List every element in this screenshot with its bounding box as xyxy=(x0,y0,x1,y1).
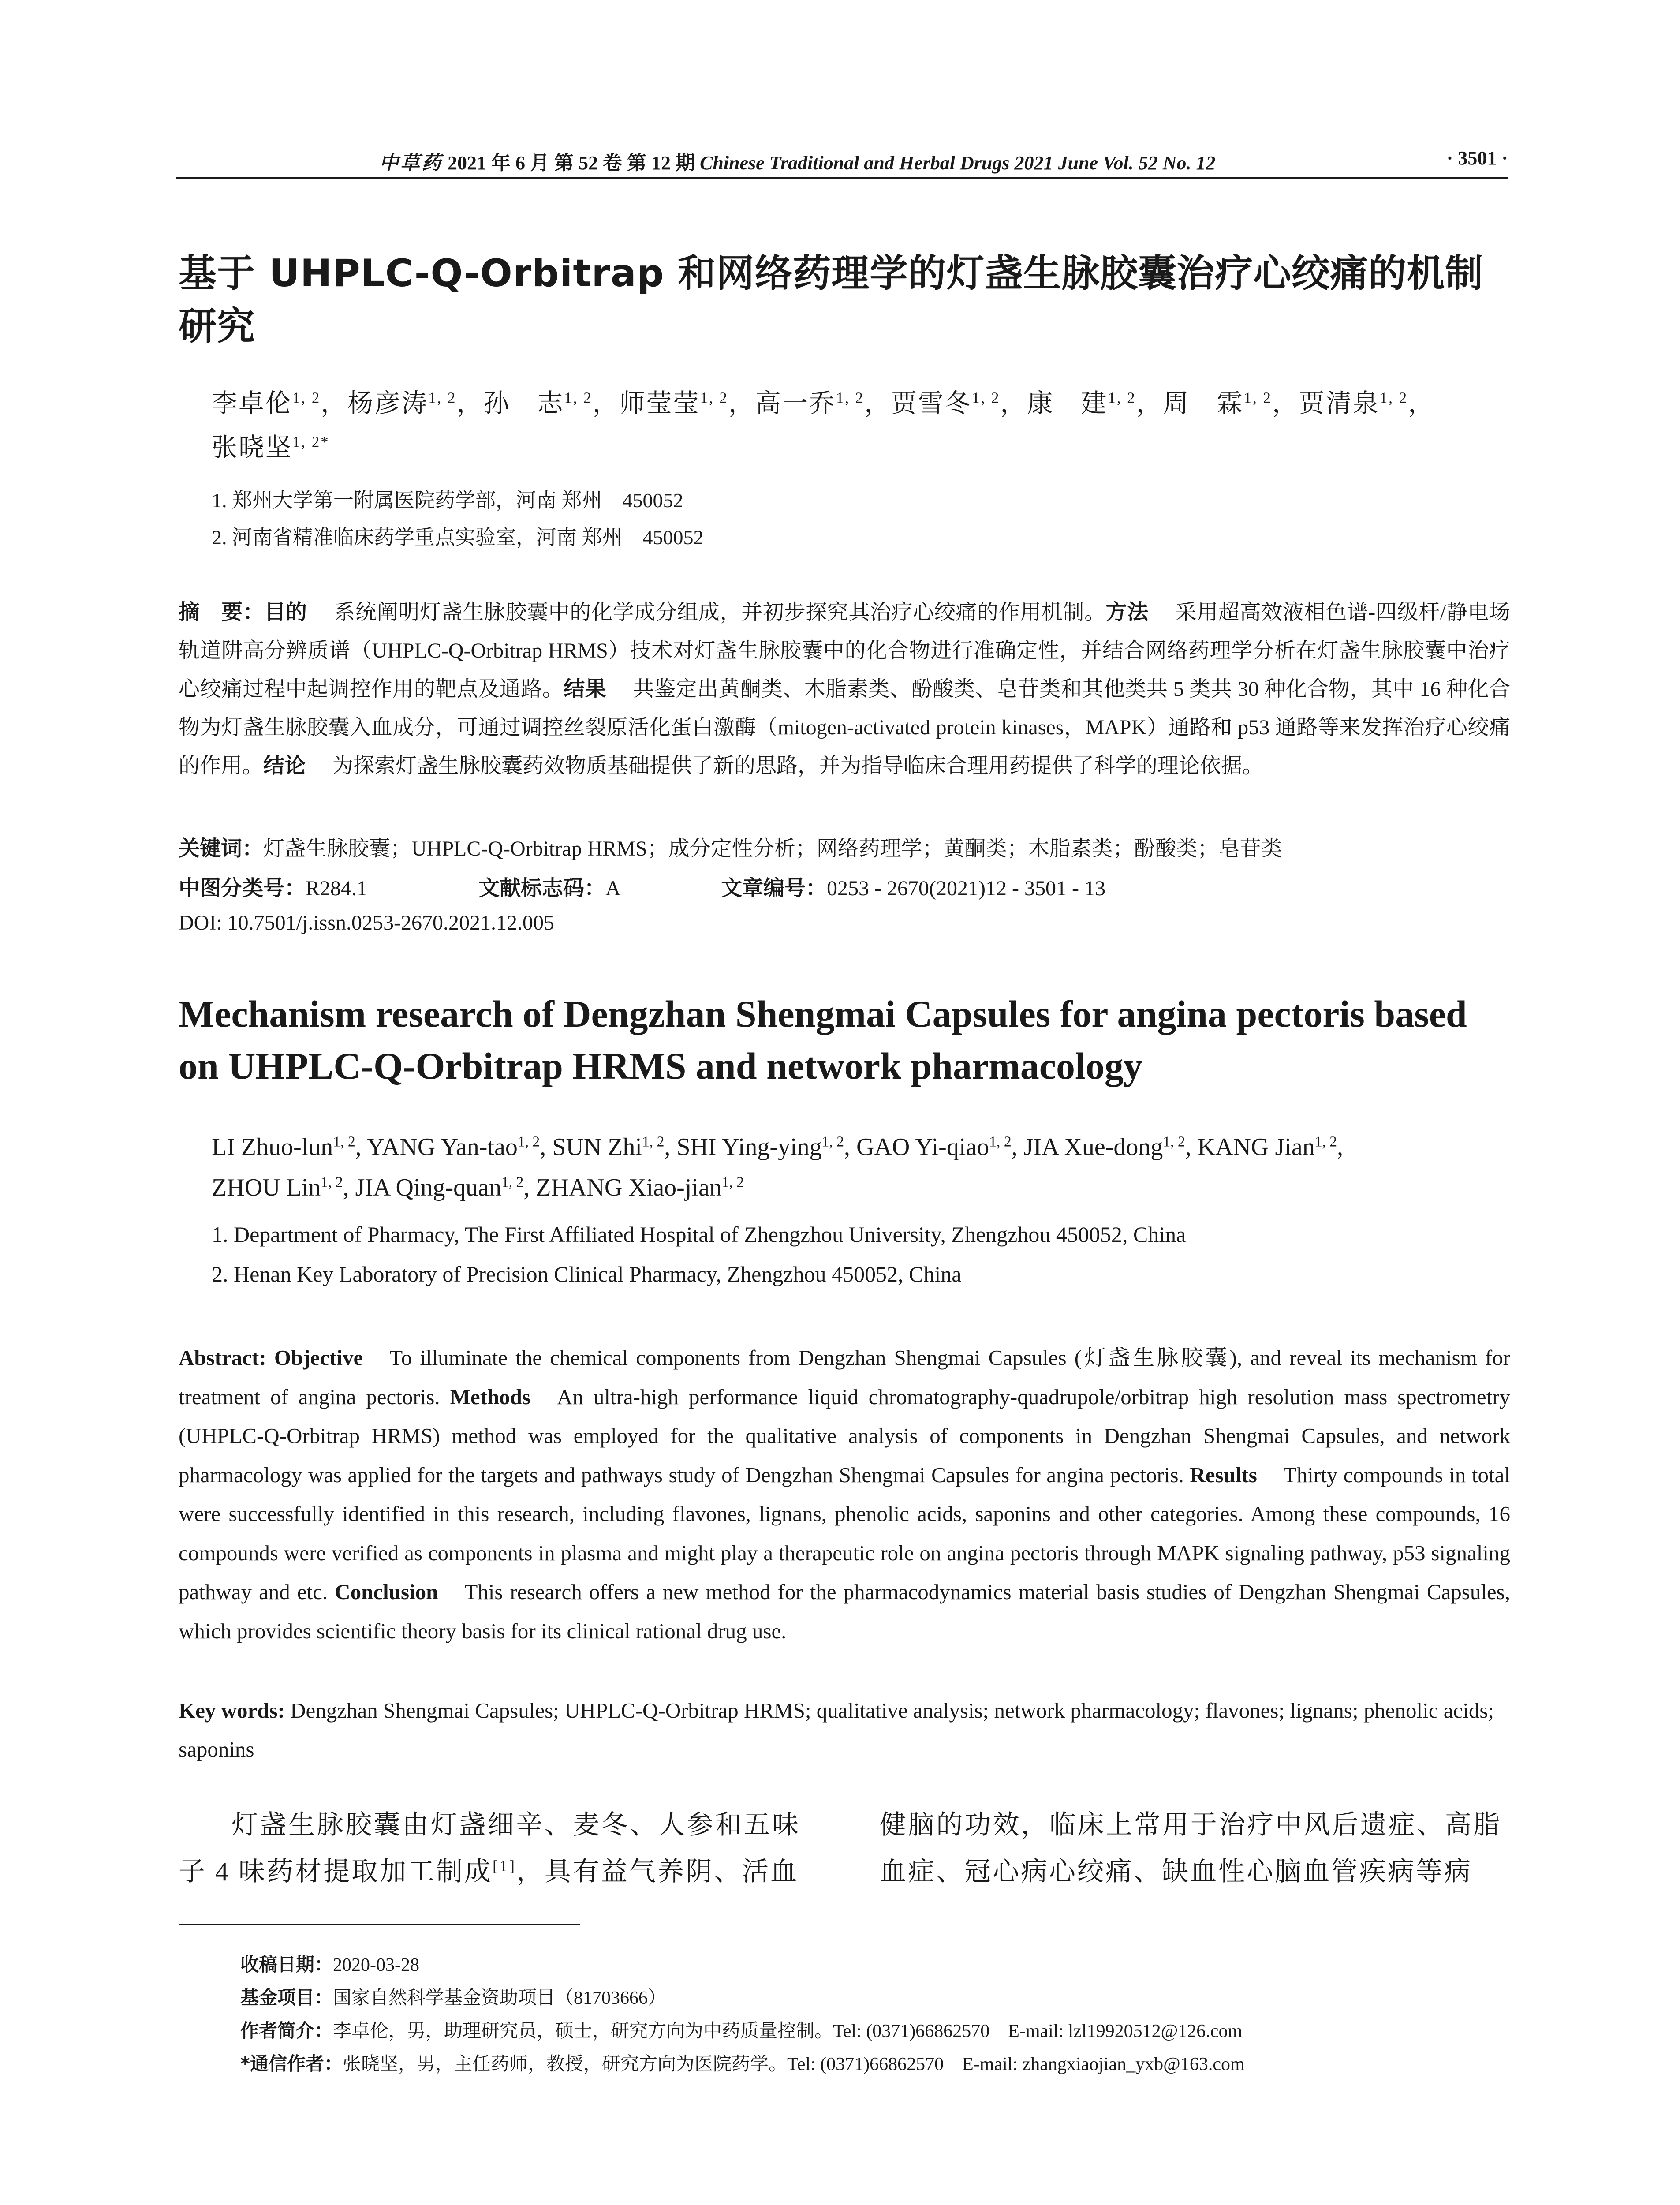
abstract-en-label: Abstract: xyxy=(179,1345,266,1370)
document-code: 文献标志码：A xyxy=(478,876,621,901)
citation-ref[interactable]: [1] xyxy=(493,1857,516,1875)
results-cn-label: 结果 xyxy=(564,676,607,701)
author-cn: 师莹莹$^{1, 2}$， xyxy=(619,389,755,418)
keywords-cn xyxy=(179,831,1510,862)
methods-cn-text: 采用超高效液相色谱-四级杆/静电场轨道阱高分辨质谱（UHPLC-Q-Orbitrap HRMS）技术对灯盏生脉胶囊中的化合物进行准确定性，并结合网络药理学分析在灯盏生脉胶囊中治疗心绞痛过程中起调控作用的靶点及通路。 xyxy=(179,601,1510,701)
author-cn: 孙 志$^{1, 2}$， xyxy=(483,389,620,418)
footnotes xyxy=(240,1948,1497,2081)
body-column-right xyxy=(880,1801,1501,1895)
article-number: 文章编号：0253 - 2670(2021)12 - 3501 - 13 xyxy=(721,876,1105,901)
body-text: 健脑的功效，临床上常用于治疗中风后遗症、高脂血症、冠心病心绞痛、缺血性心脑血管疾病等病 xyxy=(880,1810,1501,1886)
objective-en-label: Objective xyxy=(274,1345,363,1370)
author-en: JIA Qing-quan$^{1, 2}$, xyxy=(355,1174,536,1201)
objective-cn-text: 系统阐明灯盏生脉胶囊中的化学成分组成，并初步探究其治疗心绞痛的作用机制。 xyxy=(333,601,1106,624)
keywords-cn-label: 关键词： xyxy=(179,836,264,861)
author-en: JIA Xue-dong$^{1, 2}$, xyxy=(1023,1133,1198,1161)
header-rule xyxy=(176,177,1508,179)
title-en: Mechanism research of Dengzhan Shengmai Capsules for angina pectoris based on UHPLC-Q-Orbitrap HRMS and network pharmacology xyxy=(179,993,1467,1087)
affiliation-cn-1: 1. 郑州大学第一附属医院药学部，河南 郑州 450052 xyxy=(212,489,683,512)
keywords-en-label: Key words: xyxy=(179,1698,285,1723)
author-en: ZHOU Lin$^{1, 2}$, xyxy=(212,1174,355,1201)
authors-cn xyxy=(212,381,1517,470)
author-en: SHI Ying-ying$^{1, 2}$, xyxy=(676,1133,857,1161)
author-cn: 贾雪冬$^{1, 2}$， xyxy=(891,389,1027,418)
author-en: SUN Zhi$^{1, 2}$, xyxy=(552,1133,677,1161)
author-en: ZHANG Xiao-jian$^{1, 2}$ xyxy=(536,1174,744,1201)
page-number: · 3501 · xyxy=(1446,147,1508,169)
running-header xyxy=(176,143,1508,179)
methods-en-label: Methods xyxy=(450,1384,530,1409)
author-en: GAO Yi-qiao$^{1, 2}$, xyxy=(856,1133,1024,1161)
conclusion-en-label: Conclusion xyxy=(335,1580,438,1604)
author-cn: 康 建$^{1, 2}$， xyxy=(1027,389,1163,418)
conclusion-en-text: This research offers a new method for the pharmacodynamics material basis studies of Dengzhan Shengmai Capsules, which provides scientific theory basis for its clinical rational drug use. xyxy=(179,1580,1511,1643)
keywords-en xyxy=(179,1691,1510,1769)
conclusion-cn-text: 为探索灯盏生脉胶囊药效物质基础提供了新的思路，并为指导临床合理用药提供了科学的理论依据。 xyxy=(332,754,1264,777)
author-cn: 高一乔$^{1, 2}$， xyxy=(755,389,892,418)
methods-cn-label: 方法 xyxy=(1105,600,1149,624)
author-en: LI Zhuo-lun$^{1, 2}$, xyxy=(212,1133,367,1161)
objective-cn-label: 目的 xyxy=(264,600,307,624)
abstract-en xyxy=(179,1338,1510,1651)
title-cn: 基于 UHPLC-Q-Orbitrap 和网络药理学的灯盏生脉胶囊治疗心绞痛的机制研究 xyxy=(179,251,1484,348)
conclusion-cn-label: 结论 xyxy=(263,753,306,778)
footnote-funding: 基金项目：国家自然科学基金资助项目（81703666） xyxy=(240,1987,667,2008)
abstract-cn xyxy=(179,593,1510,785)
objective-en-text: To illuminate the chemical components from Dengzhan Shengmai Capsules (灯盏生脉胶囊), and reveal its mechanism for treatment of angina pectoris. xyxy=(179,1345,1511,1409)
author-cn: 张晓坚$^{1, 2*}$ xyxy=(212,433,330,462)
clc-number: 中图分类号：R284.1 xyxy=(179,876,368,901)
footnote-author-bio: 作者简介：李卓伦，男，助理研究员，硕士，研究方向为中药质量控制。Tel: (0371)66862570 E-mail: lzl19920512@126.com xyxy=(240,2020,1243,2041)
abstract-cn-label: 摘 要： xyxy=(179,600,265,624)
issue-date-cn: 2021 年 6 月 第 52 卷 第 12 期 xyxy=(448,152,695,174)
footnote-corresponding: *通信作者：张晓坚，男，主任药师，教授，研究方向为医院药学。Tel: (0371)66862570 E-mail: zhangxiaojian_yxb@163.com xyxy=(240,2053,1245,2074)
doi: DOI: 10.7501/j.issn.0253-2670.2021.12.005 xyxy=(179,911,554,934)
body-column-left xyxy=(179,1801,800,1895)
affiliation-en-1: 1. Department of Pharmacy, The First Affiliated Hospital of Zhengzhou University, Zhengzhou 450052, China xyxy=(212,1222,1186,1247)
author-cn: 李卓伦$^{1, 2}$， xyxy=(212,389,348,418)
footnote-rule xyxy=(179,1924,580,1925)
keywords-en-text: Dengzhan Shengmai Capsules; UHPLC-Q-Orbitrap HRMS; qualitative analysis; network pharmacology; flavones; lignans; phenolic acids; saponins xyxy=(179,1698,1494,1761)
author-cn: 周 霖$^{1, 2}$， xyxy=(1163,389,1299,418)
classification-row xyxy=(179,871,1510,902)
body-text: 灯盏生脉胶囊由灯盏细辛、麦冬、人参和五味子 4 味药材提取加工制成 xyxy=(179,1810,800,1886)
author-en: KANG Jian$^{1, 2}$, xyxy=(1197,1133,1344,1161)
affiliation-en-2: 2. Henan Key Laboratory of Precision Clinical Pharmacy, Zhengzhou 450052, China xyxy=(212,1262,962,1286)
author-en: YANG Yan-tao$^{1, 2}$, xyxy=(366,1133,553,1161)
affiliation-cn-2: 2. 河南省精准临床药学重点实验室，河南 郑州 450052 xyxy=(212,526,704,549)
results-en-label: Results xyxy=(1190,1462,1257,1487)
results-en-text: Thirty compounds in total were successfully identified in this research, including flavones, lignans, phenolic acids, saponins and other categories. Among these compounds, 16 compounds were verified as components in plasma and might play a therapeutic role on angina pectoris through MAPK signaling pathway, p53 signaling pathway and etc. xyxy=(179,1462,1510,1604)
journal-name-cn: 中草药 xyxy=(379,152,443,174)
author-cn: 杨彦涛$^{1, 2}$， xyxy=(347,389,484,418)
keywords-cn-text: 灯盏生脉胶囊；UHPLC-Q-Orbitrap HRMS；成分定性分析；网络药理学；黄酮类；木脂素类；酚酸类；皂苷类 xyxy=(263,837,1282,860)
authors-en xyxy=(212,1127,1512,1208)
body-text: ，具有益气养阴、活血 xyxy=(516,1857,799,1886)
footnote-received: 收稿日期：2020-03-28 xyxy=(240,1954,419,1975)
results-cn-text: 共鉴定出黄酮类、木脂素类、酚酸类、皂苷类和其他类共 5 类共 30 种化合物，其中 16 种化合物为灯盏生脉胶囊入血成分，可通过调控丝裂原活化蛋白激酶（mitogen-activated protein kinases，MAPK）通路和 p53 通路等来发挥治疗心绞痛的作用。 xyxy=(179,677,1510,777)
methods-en-text: An ultra-high performance liquid chromatography-quadrupole/orbitrap high resolution mass spectrometry (UHPLC-Q-Orbitrap HRMS) method was employed for the qualitative analysis of components in Dengzhan Shengmai Capsules, and network pharmacology was applied for the targets and pathways study of Dengzhan Shengmai Capsules for angina pectoris. xyxy=(179,1384,1510,1487)
author-cn: 贾清泉$^{1, 2}$， xyxy=(1299,389,1435,418)
running-header-journal xyxy=(379,147,1215,175)
journal-name-en: Chinese Traditional and Herbal Drugs 2021 June Vol. 52 No. 12 xyxy=(700,152,1216,174)
